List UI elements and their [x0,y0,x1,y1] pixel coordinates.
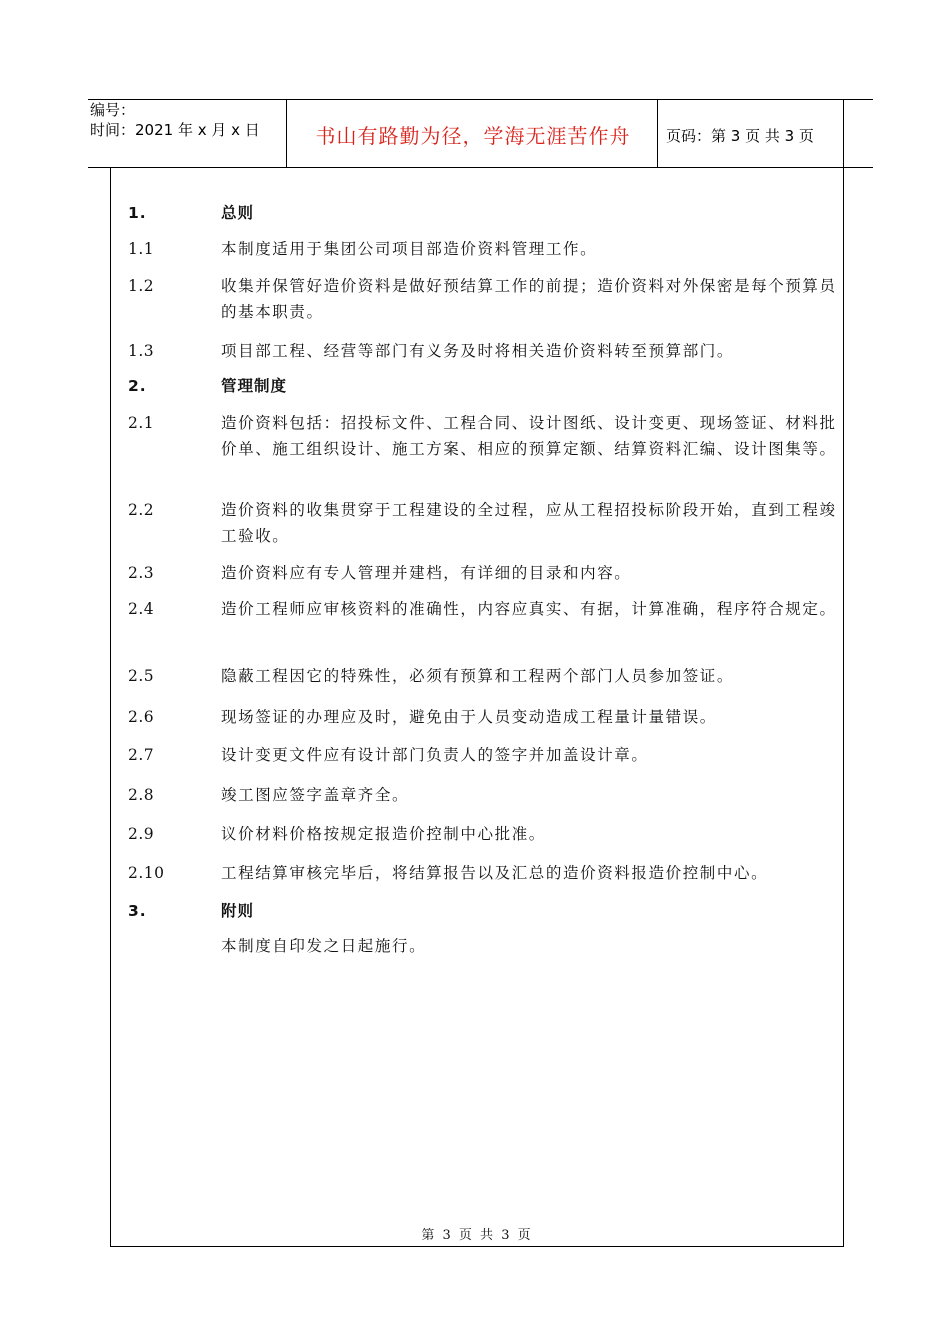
clause-text: 竣工图应签字盖章齐全。 [221,786,410,804]
clause-number: 1.3 [128,342,155,360]
clause-number: 2. [128,377,147,395]
header-bottom-rule [88,167,873,168]
clause-text: 总则 [221,204,255,222]
header-slogan: 书山有路勤为径，学海无涯苦作舟 [315,124,631,148]
clause-number: 2.5 [128,667,155,685]
clause-number: 1.2 [128,277,155,295]
document-date-label: 时间：2021 年 x 月 x 日 [90,121,260,139]
header-page-info: 页码：第 3 页 共 3 页 [666,127,814,145]
clause-text: 造价资料的收集贯穿于工程建设的全过程，应从工程招投标阶段开始，直到工程竣工验收。 [221,501,837,545]
body-left-border [110,167,111,1247]
clause-number: 2.2 [128,501,155,519]
clause-text: 管理制度 [221,377,288,395]
clause-number: 3. [128,902,147,920]
header-divider-1 [286,99,287,168]
clause-number: 2.4 [128,600,155,618]
clause-text: 造价资料包括：招投标文件、工程合同、设计图纸、设计变更、现场签证、材料批价单、施工组织设计、施工方案、相应的预算定额、结算资料汇编、设计图集等。 [221,414,837,458]
clause-number: 1. [128,204,147,222]
clause-text: 本制度适用于集团公司项目部造价资料管理工作。 [221,240,598,258]
clause-number: 2.6 [128,708,155,726]
clause-text: 现场签证的办理应及时，避免由于人员变动造成工程量计量错误。 [221,708,717,726]
clause-number: 2.8 [128,786,155,804]
clause-number: 2.7 [128,746,155,764]
clause-text: 附则 [221,902,255,920]
document-number-label: 编号： [90,101,136,119]
clause-text: 议价材料价格按规定报造价控制中心批准。 [221,825,546,843]
page-footer: 第 3 页 共 3 页 [421,1228,533,1243]
clause-text: 造价资料应有专人管理并建档，有详细的目录和内容。 [221,564,632,582]
clause-text: 收集并保管好造价资料是做好预结算工作的前提；造价资料对外保密是每个预算员的基本职责。 [221,277,837,321]
header-meta [90,100,286,140]
clause-text: 项目部工程、经营等部门有义务及时将相关造价资料转至预算部门。 [221,342,735,360]
clause-number: 2.1 [128,414,155,432]
clause-text: 本制度自印发之日起施行。 [221,937,427,955]
clause-text: 设计变更文件应有设计部门负责人的签字并加盖设计章。 [221,746,649,764]
clause-number: 2.10 [128,864,165,882]
clause-text: 工程结算审核完毕后，将结算报告以及汇总的造价资料报造价控制中心。 [221,864,769,882]
clause-text: 造价工程师应审核资料的准确性，内容应真实、有据，计算准确，程序符合规定。 [221,600,837,618]
clause-number: 1.1 [128,240,155,258]
clause-text: 隐蔽工程因它的特殊性，必须有预算和工程两个部门人员参加签证。 [221,667,735,685]
body-bottom-border [110,1246,844,1247]
clause-number: 2.3 [128,564,155,582]
clause-number: 2.9 [128,825,155,843]
header-divider-3 [843,99,844,168]
